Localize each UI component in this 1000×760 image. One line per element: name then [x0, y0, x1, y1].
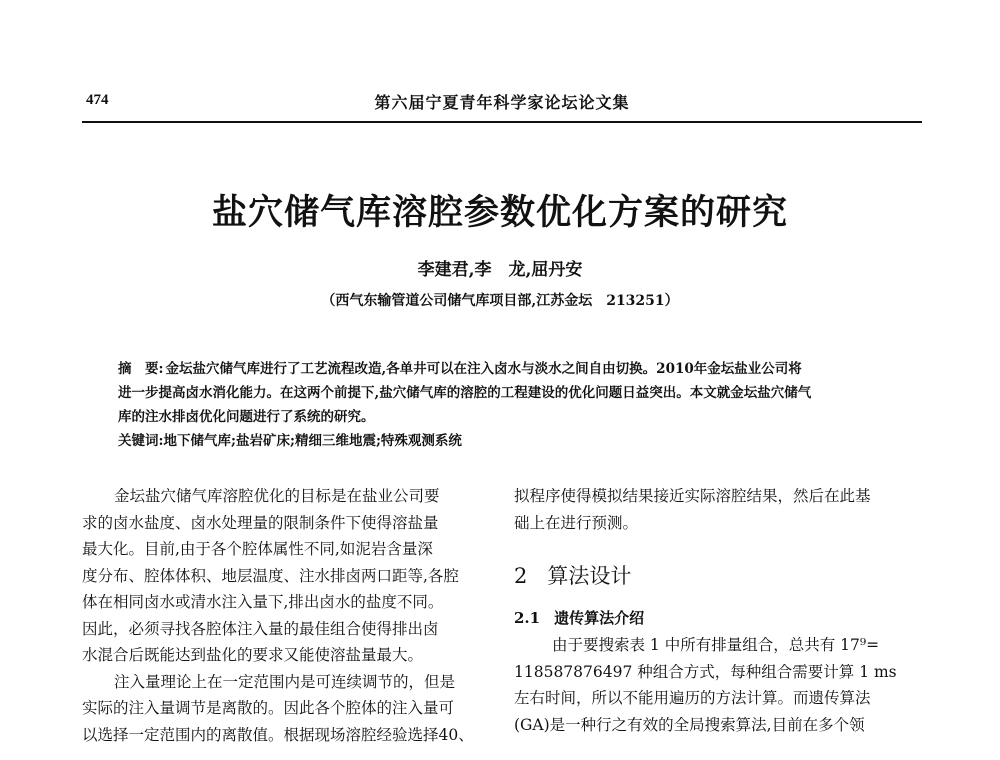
body-line: (GA)是一种行之有效的全局搜索算法,目前在多个领 [514, 715, 865, 734]
body-line: 求的卤水盐度、卤水处理量的限制条件下使得溶盐量 [82, 513, 439, 532]
affiliation: （西气东输管道公司储气库项目部,江苏金坛 213251） [321, 293, 679, 309]
paper-title: 盐穴储气库溶腔参数优化方案的研究 [211, 192, 788, 233]
abstract-line: 摘 要: 金坛盐穴储气库进行了工艺流程改造,各单井可以在注入卤水与淡水之间自由切换。2010年金坛盐业公司将 [118, 361, 802, 377]
header-rule [82, 121, 922, 123]
subsection-title: 遗传算法介绍 [554, 609, 645, 627]
authors: 李建君,李 龙,屈丹安 [417, 260, 583, 280]
running-header [82, 86, 922, 120]
body-line: 水混合后既能达到盐化的要求又能使溶盐量最大。 [82, 646, 424, 664]
body-line: 118587876497 种组合方式，每种组合需要计算 1 ms [514, 662, 897, 681]
keywords-text: 地下储气库;盐岩矿床;精细三维地震;特殊观测系统 [163, 433, 462, 449]
subsection-heading [514, 604, 928, 632]
body-left-column [82, 483, 494, 748]
body-line: 左右时间，所以不能用遍历的方法计算。而遗传算法 [514, 689, 871, 707]
abstract-line: 进一步提高卤水消化能力。在这两个前提下,盐穴储气库的溶腔的工程建设的优化问题日益突出。本文就金坛盐穴储气 [118, 385, 812, 401]
section-number: 2 [514, 564, 528, 588]
page-number: 474 [86, 92, 109, 108]
body-line: 拟程序使得模拟结果接近实际溶腔结果，然后在此基 [514, 487, 871, 505]
body-line: 最大化。目前,由于各个腔体属性不同,如泥岩含量深 [82, 540, 433, 558]
body-line: 度分布、腔体体积、地层温度、注水排卤两口距等,各腔 [82, 566, 459, 585]
body-right-column [514, 483, 928, 738]
keywords-label: 关键词: [118, 433, 164, 449]
running-title: 第六届宁夏青年科学家论坛论文集 [374, 93, 630, 112]
body-line: 由于要搜索表 1 中所有排量组合，总共有 17⁹= [552, 636, 880, 654]
body-line: 体在相同卤水或清水注入量下,排出卤水的盐度不同。 [82, 593, 444, 611]
body-line: 以选择一定范围内的离散值。根据现场溶腔经验选择40、 [82, 725, 474, 744]
abstract-line: 库的注水排卤优化问题进行了系统的研究。 [118, 409, 375, 425]
section-title: 算法设计 [547, 564, 632, 588]
body-line: 因此，必须寻找各腔体注入量的最佳组合使得排出卤 [82, 619, 439, 638]
body-line: 金坛盐穴储气库溶腔优化的目标是在盐业公司要 [114, 487, 440, 505]
body-line: 础上在进行预测。 [514, 513, 639, 532]
abstract-label: 摘 要: [118, 361, 164, 377]
abstract [118, 357, 888, 453]
section-heading [514, 554, 928, 598]
body-line: 注入量理论上在一定范围内是可连续调节的，但是 [114, 672, 456, 691]
body-line: 实际的注入量调节是离散的。因此各个腔体的注入量可 [82, 699, 455, 717]
subsection-number: 2.1 [514, 609, 541, 627]
keywords [118, 429, 888, 453]
